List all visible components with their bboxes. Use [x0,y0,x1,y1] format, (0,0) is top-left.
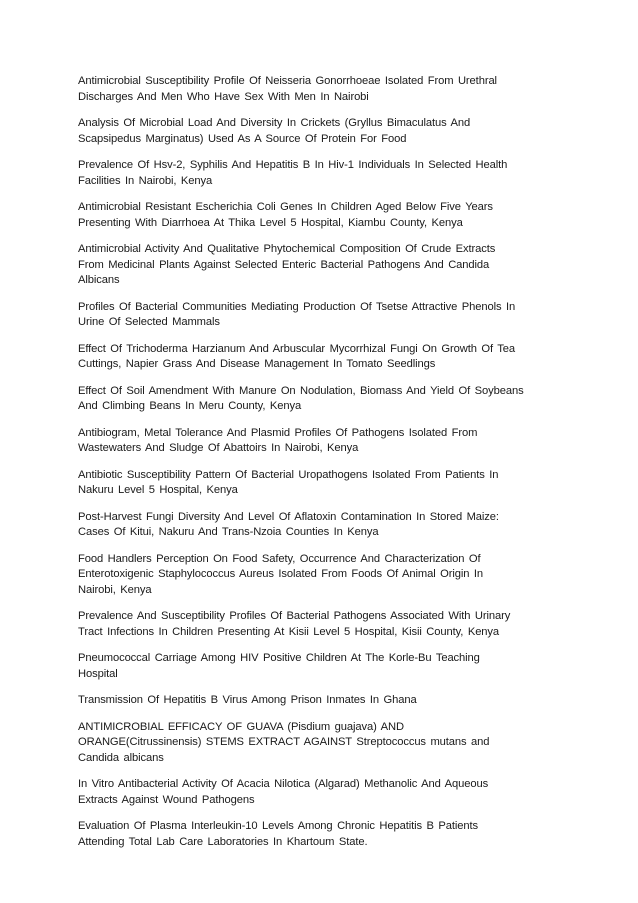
title-entry [78,819,562,850]
title-line: ORANGE(Citrussinensis) STEMS EXTRACT AGAINST Streptococcus mutans and [78,736,490,748]
title-line: Nairobi, Kenya [78,583,152,596]
title-line: Tract Infections In Children Presenting At Kisii Level 5 Hospital, Kisii County, Kenya [78,625,500,638]
title-line: Pneumococcal Carriage Among HIV Positive Children At The Korle-Bu Teaching [78,652,480,664]
title-line: Candida albicans [78,751,164,764]
title-line: Cases Of Kitui, Nakuru And Trans-Nzoia Counties In Kenya [78,526,379,538]
title-entry [78,158,562,189]
title-line: Transmission Of Hepatitis B Virus Among Prison Inmates In Ghana [78,694,417,706]
title-line: Food Handlers Perception On Food Safety, Occurrence And Characterization Of [78,552,481,565]
title-line: Scapsipedus Marginatus) Used As A Source Of Protein For Food [78,132,407,145]
title-line: Attending Total Lab Care Laboratories In Khartoum State. [78,835,368,848]
title-entry [78,300,562,331]
title-entry [78,116,562,147]
title-line: From Medicinal Plants Against Selected Enteric Bacterial Pathogens And Candida [78,258,490,271]
title-line: Discharges And Men Who Have Sex With Men In Nairobi [78,90,369,103]
title-line: Analysis Of Microbial Load And Diversity In Crickets (Gryllus Bimaculatus And [78,117,471,129]
title-entry [78,693,562,709]
title-line: ANTIMICROBIAL EFFICACY OF GUAVA (Pisdium guajava) AND [78,720,404,733]
title-entry [78,468,562,499]
title-line: Enterotoxigenic Staphylococcus Aureus Isolated From Foods Of Animal Origin In [78,568,484,580]
title-entry [78,777,562,808]
title-line: And Climbing Beans In Meru County, Kenya [78,400,302,412]
title-line: Antibiogram, Metal Tolerance And Plasmid Profiles Of Pathogens Isolated From [78,426,478,439]
title-line: Extracts Against Wound Pathogens [78,793,255,806]
title-line: Effect Of Trichoderma Harzianum And Arbuscular Mycorrhizal Fungi On Growth Of Tea [78,342,516,355]
title-line: Wastewaters And Sludge Of Abattoirs In Nairobi, Kenya [78,442,359,454]
title-entry [78,426,562,457]
document-page [78,74,562,861]
title-line: Facilities In Nairobi, Kenya [78,174,213,187]
title-entry [78,74,562,105]
title-line: Antimicrobial Activity And Qualitative Phytochemical Composition Of Crude Extracts [78,243,496,255]
title-line: Prevalence And Susceptibility Profiles Of Bacterial Pathogens Associated With Urinary [78,610,511,622]
title-entry [78,510,562,541]
title-line: Cuttings, Napier Grass And Disease Management In Tomato Seedlings [78,358,436,370]
title-entry [78,200,562,231]
title-line: Urine Of Selected Mammals [78,316,220,328]
title-line: Profiles Of Bacterial Communities Mediating Production Of Tsetse Attractive Phenols In [78,300,516,313]
title-line: Antimicrobial Resistant Escherichia Coli Genes In Children Aged Below Five Years [78,201,493,213]
title-line: Evaluation Of Plasma Interleukin-10 Levels Among Chronic Hepatitis B Patients [78,820,479,832]
title-line: In Vitro Antibacterial Activity Of Acacia Nilotica (Algarad) Methanolic And Aqueous [78,778,489,790]
title-entry [78,552,562,599]
title-line: Antimicrobial Susceptibility Profile Of Neisseria Gonorrhoeae Isolated From Urethral [78,75,497,87]
title-line: Presenting With Diarrhoea At Thika Level 5 Hospital, Kiambu County, Kenya [78,216,463,229]
title-line: Prevalence Of Hsv-2, Syphilis And Hepatitis B In Hiv-1 Individuals In Selected Health [78,159,508,171]
title-line: Post-Harvest Fungi Diversity And Level Of Aflatoxin Contamination In Stored Maize: [78,510,499,523]
title-line: Hospital [78,667,118,680]
title-line: Effect Of Soil Amendment With Manure On Nodulation, Biomass And Yield Of Soybeans [78,384,524,397]
title-entry [78,342,562,373]
title-entry [78,384,562,415]
title-entry [78,609,562,640]
title-line: Nakuru Level 5 Hospital, Kenya [78,484,238,496]
title-line: Antibiotic Susceptibility Pattern Of Bacterial Uropathogens Isolated From Patients In [78,468,499,481]
title-entry [78,720,562,767]
title-entry [78,651,562,682]
title-entry [78,242,562,289]
title-line: Albicans [78,274,120,286]
